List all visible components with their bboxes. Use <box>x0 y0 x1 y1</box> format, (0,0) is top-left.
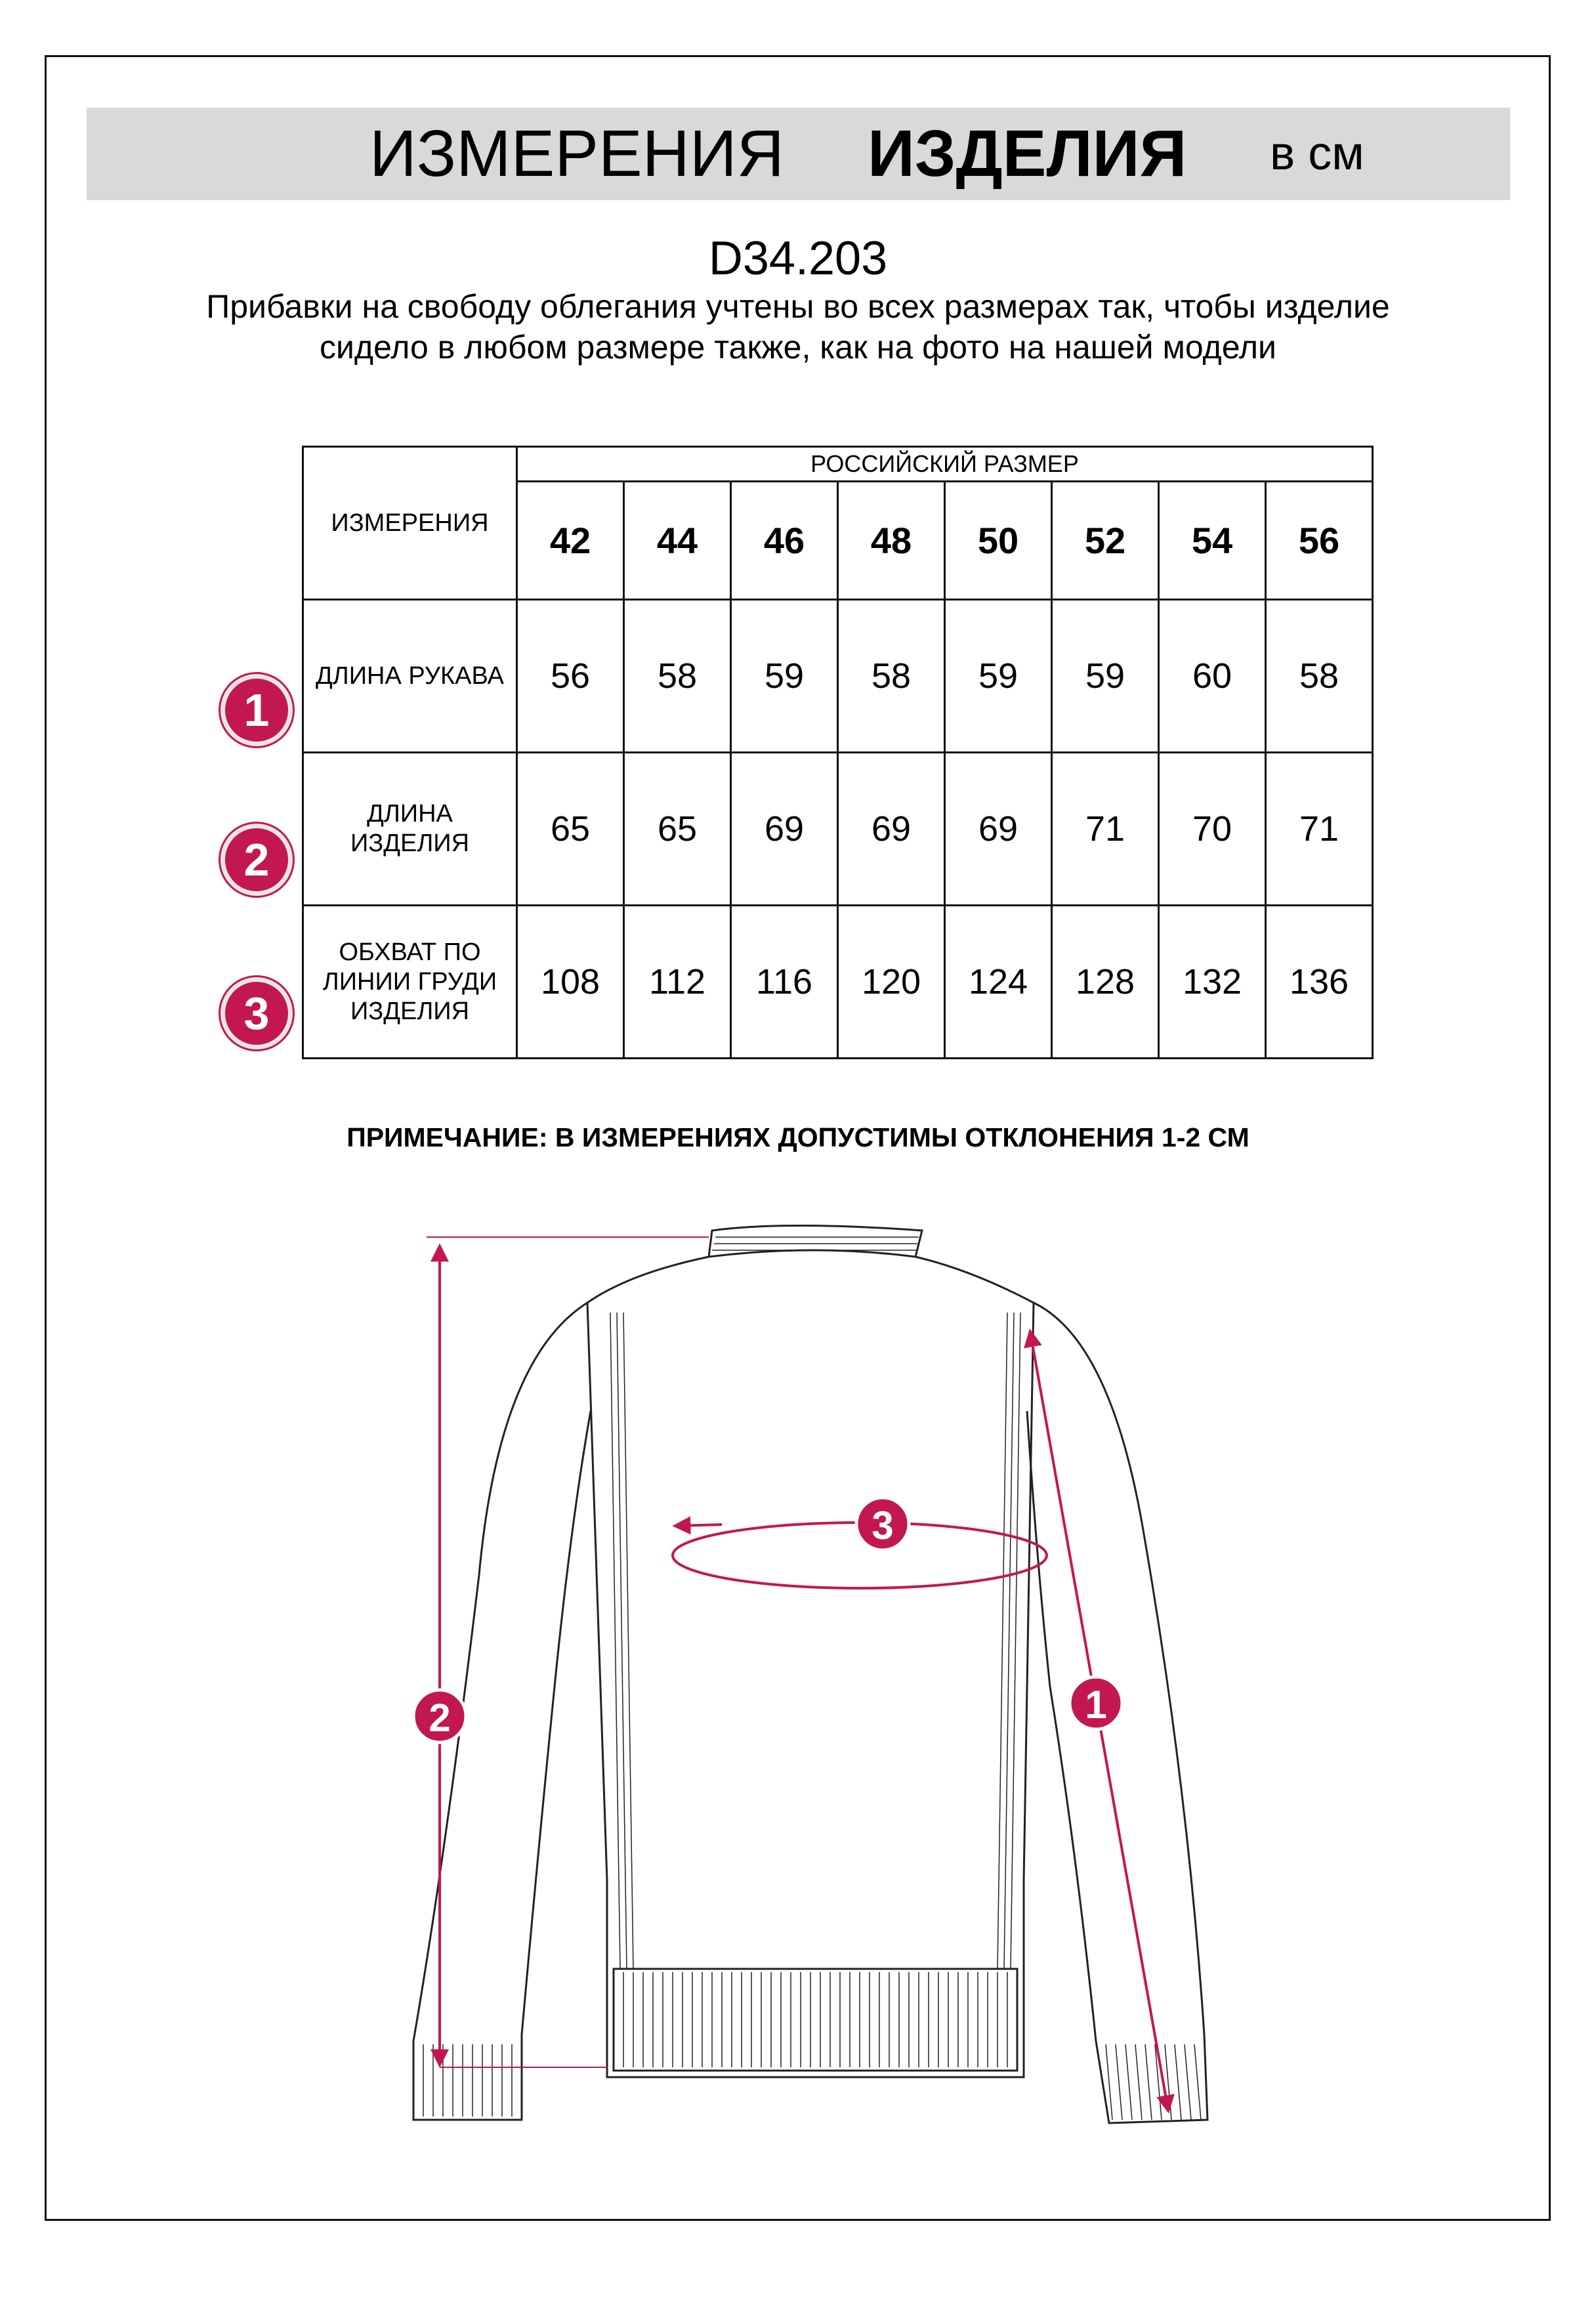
table-cell: 69 <box>945 753 1052 906</box>
table-cell: 65 <box>517 753 624 906</box>
table-cell: 69 <box>731 753 838 906</box>
table-cell: 56 <box>517 600 624 753</box>
table-cell: 59 <box>945 600 1052 753</box>
table-cell: 58 <box>1266 600 1373 753</box>
row-label: ДЛИНА ИЗДЕЛИЯ <box>303 753 517 906</box>
size-group-header: РОССИЙСКИЙ РАЗМЕР <box>517 447 1373 482</box>
size-header: 54 <box>1159 482 1266 600</box>
title-bold: ИЗДЕЛИЯ <box>868 117 1187 190</box>
marker-1-label: 1 <box>1085 1683 1107 1727</box>
table-cell: 59 <box>1052 600 1159 753</box>
table-cell: 112 <box>624 906 731 1059</box>
size-table <box>302 446 1374 1059</box>
size-header: 52 <box>1052 482 1159 600</box>
size-header: 46 <box>731 482 838 600</box>
table-cell: 132 <box>1159 906 1266 1059</box>
table-cell: 69 <box>838 753 945 906</box>
row-number-badge: 1 <box>220 674 293 746</box>
table-cell: 128 <box>1052 906 1159 1059</box>
title-regular: ИЗМЕРЕНИЯ <box>369 117 784 190</box>
table-cell: 59 <box>731 600 838 753</box>
measurement-lines <box>427 1237 1168 2110</box>
size-header: 56 <box>1266 482 1373 600</box>
table-cell: 116 <box>731 906 838 1059</box>
row-label: ДЛИНА РУКАВА <box>303 600 517 753</box>
table-row <box>303 906 1373 1059</box>
size-header: 42 <box>517 482 624 600</box>
size-header: 50 <box>945 482 1052 600</box>
table-cell: 120 <box>838 906 945 1059</box>
table-cell: 58 <box>838 600 945 753</box>
tolerance-note: ПРИМЕЧАНИЕ: В ИЗМЕРЕНИЯХ ДОПУСТИМЫ ОТКЛОНЕНИЯ 1-2 СМ <box>346 1122 1250 1152</box>
table-cell: 71 <box>1052 753 1159 906</box>
table-cell: 65 <box>624 753 731 906</box>
row-number-badge: 3 <box>220 977 293 1049</box>
table-cell: 124 <box>945 906 1052 1059</box>
title-unit: в см <box>1270 127 1364 180</box>
table-row <box>303 600 1373 753</box>
article-number: D34.203 <box>708 232 888 285</box>
table-row <box>303 753 1373 906</box>
row-number-badge: 2 <box>220 824 293 896</box>
table-cell: 136 <box>1266 906 1373 1059</box>
marker-2-label: 2 <box>429 1696 451 1740</box>
table-cell: 60 <box>1159 600 1266 753</box>
measurement-header: ИЗМЕРЕНИЯ <box>303 447 517 600</box>
intro-text: Прибавки на свободу облегания учтены во всех размерах так, чтобы изделие сидело в любом размере также, как на фото на нашей модели <box>206 288 1390 366</box>
table-cell: 108 <box>517 906 624 1059</box>
garment-diagram <box>368 1194 1260 2146</box>
rib-hatching <box>423 1972 1201 2120</box>
size-header: 44 <box>624 482 731 600</box>
row-label: ОБХВАТ ПО ЛИНИИ ГРУДИ ИЗДЕЛИЯ <box>303 906 517 1059</box>
marker-3-label: 3 <box>872 1504 894 1548</box>
table-cell: 70 <box>1159 753 1266 906</box>
table-cell: 71 <box>1266 753 1373 906</box>
size-header: 48 <box>838 482 945 600</box>
table-cell: 58 <box>624 600 731 753</box>
